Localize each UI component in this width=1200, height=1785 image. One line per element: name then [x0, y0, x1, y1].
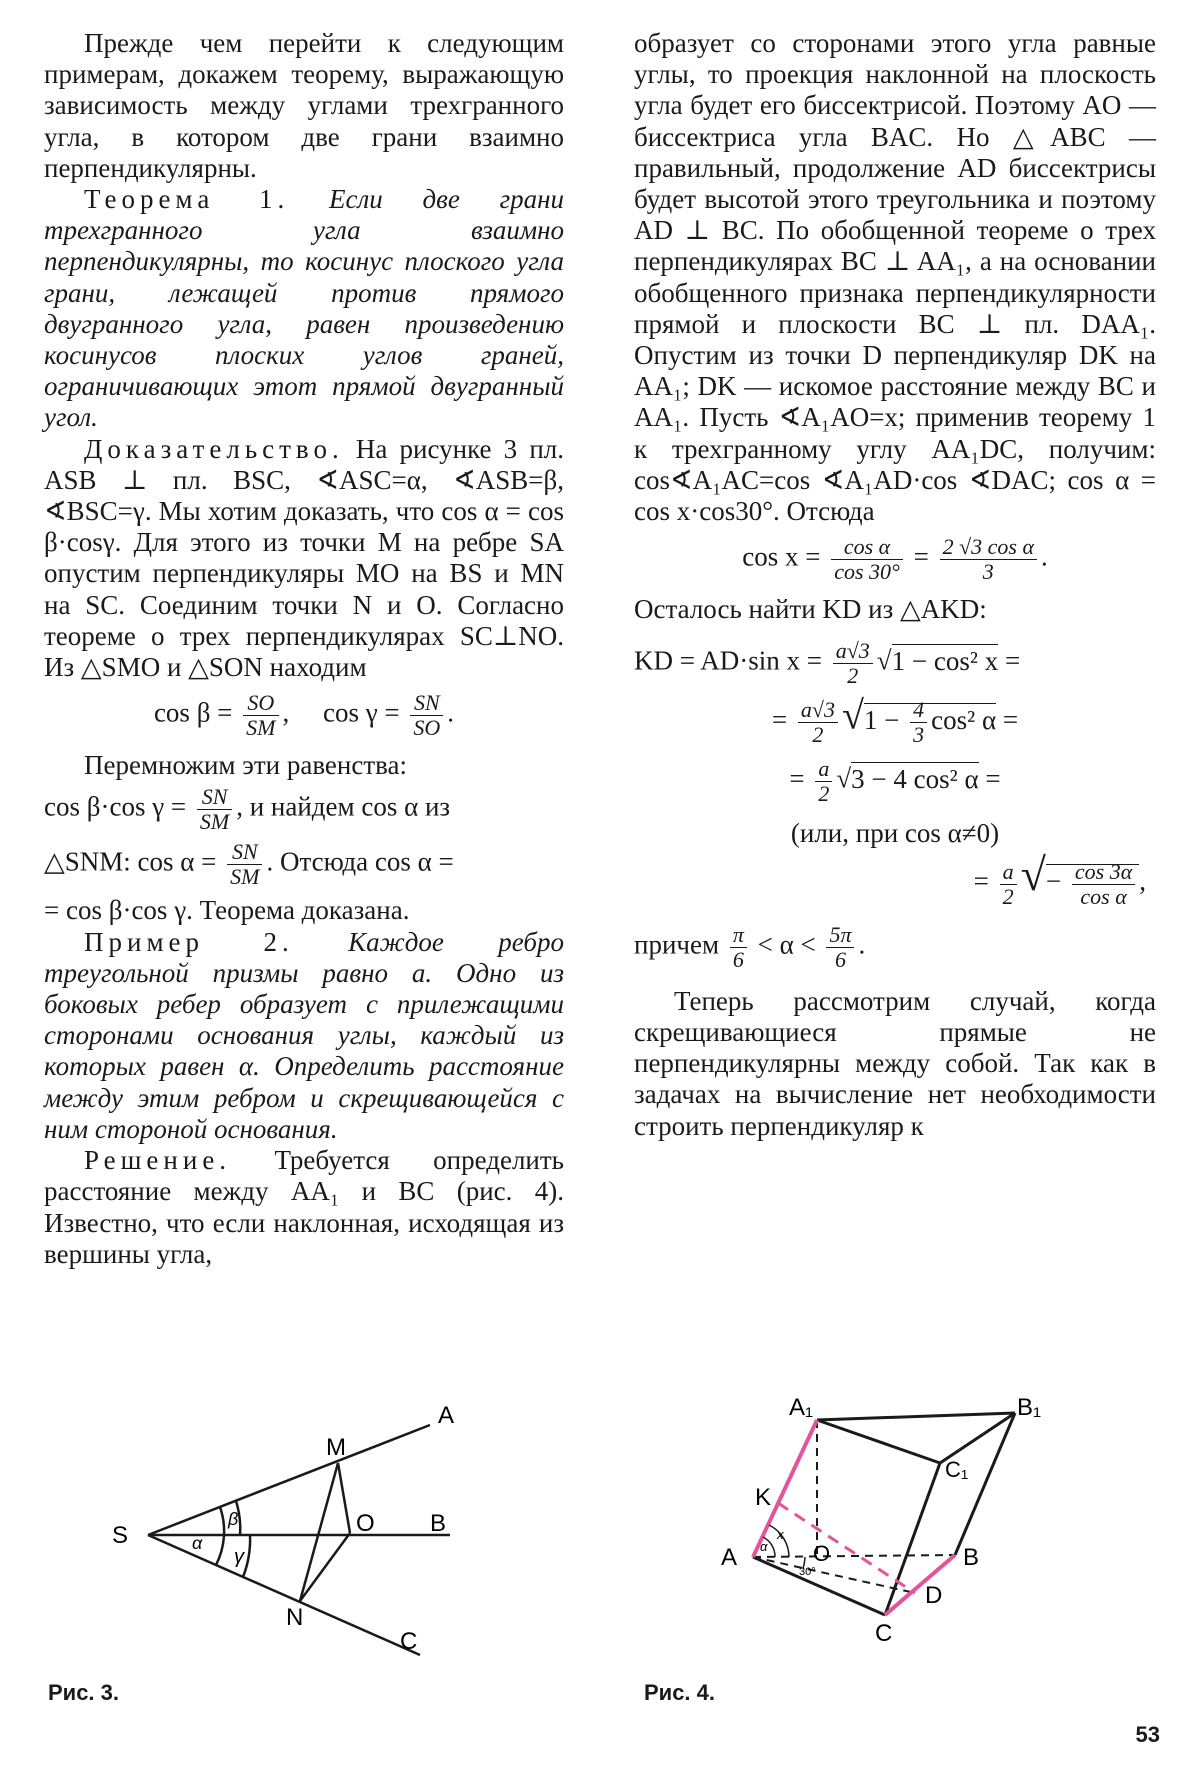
- remain-text: Осталось найти KD из △AKD:: [634, 594, 987, 625]
- label-alpha: α: [760, 1539, 768, 1554]
- conclusion: = cos β·cos γ. Теорема доказана.: [44, 895, 410, 926]
- fraction: $\frac{5\pi}{6}$: [826, 923, 854, 972]
- label-C: C: [400, 1628, 418, 1655]
- intro-paragraph: Прежде чем перейти к следующим примерам, докажем теорему, выражающую зависимость между углами трехгранного угла, в котором две грани взаимно перпендикулярны.: [44, 28, 564, 183]
- label-B1: B₁: [1017, 1394, 1042, 1421]
- label-K: K: [755, 1484, 772, 1511]
- fraction: $\frac{\pi}{6}$: [730, 923, 747, 972]
- formula-kd-3: = $\frac{a}{2}$ √3 − 4 cos² α =: [789, 756, 1001, 807]
- hidden-edge-a-d: [753, 1557, 915, 1593]
- fraction: $\frac{4}{3}$: [910, 698, 927, 747]
- theorem-paragraph: [44, 184, 564, 434]
- label-A: A: [721, 1544, 738, 1571]
- proof-label: Доказательство.: [84, 433, 344, 464]
- fraction: $\frac{a}{2}$: [815, 757, 832, 806]
- figure-4: [705, 1385, 1065, 1675]
- label-N: N: [286, 1604, 304, 1631]
- label-A1: A₁: [789, 1394, 814, 1421]
- label-D: D: [925, 1582, 943, 1609]
- label-30: 30°: [799, 1566, 816, 1578]
- label-M: M: [326, 1434, 346, 1461]
- label-B: B: [430, 1510, 447, 1537]
- figure-3-caption: Рис. 3.: [48, 1680, 120, 1705]
- example-label: Пример 2.: [84, 926, 294, 957]
- formula-product: cos β·cos γ = $\frac{SN}{SM}$ , и найдем cos α из: [44, 784, 451, 835]
- label-O: O: [813, 1541, 831, 1566]
- label-beta: β: [228, 1509, 239, 1529]
- fraction: $\frac{a√3}{2}$: [798, 698, 838, 747]
- theorem-text: Если две грани трехгранного угла взаимно перпендикулярны, то косинус плоского угла грани, лежащей против прямого двугранного угла, равен произведению косинусов плоских углов граней, ограничивающих этот прямой двугранный угол.: [44, 184, 564, 433]
- right-column: [634, 28, 1156, 1142]
- figure-4-caption: Рис. 4.: [644, 1680, 716, 1705]
- formula-cos-beta-gamma: cos β = $\frac{SO}{SM}$ , cos γ = $\frac{SN}{SO}$ .: [153, 690, 455, 741]
- label-S: S: [112, 1522, 129, 1549]
- page-number: 53: [1135, 1722, 1160, 1747]
- continuation-paragraph: образует со сторонами этого угла равные углы, то проекция наклонной на плоскость угла будет его биссектрисой. Поэтому AO — биссектриса угла BAC. Но △ABC — правильный, продолжение AD биссектрисы будет высотой этого треугольника и поэтому AD ⊥ BC. По обобщенной теореме о трех перпендикулярах BC ⊥ AA₁, а на основании обобщенного признака перпендикулярности прямой и плоскости BC ⊥ пл. DAA₁. Опустим из точки D перпендикуляр DK на AA₁; DK — искомое расстояние между BC и AA₁. Пусть ∢A₁AO=x; применив теорему 1 к трехгранному углу AA₁DC, получим: cos∢A₁AC=cos ∢A₁AD·cos ∢DAC; cos α = cos x·cos30°. Отсюда: [634, 28, 1156, 527]
- segment-mo: [338, 1463, 350, 1533]
- accent-dashed-kd: [778, 1503, 915, 1593]
- example-paragraph: [44, 927, 564, 1145]
- proof-text: На рисунке 3 пл. ASB ⊥ пл. BSC, ∢ASC=α, ∢ASB=β, ∢BSC=γ. Мы хотим доказать, что cos α = cos β·cosγ. Для этого из точки M на ребре SA опустим перпендикуляры MO на BS и MN на SC. Соединим точки N и O. Согласно теореме о трех перпендикулярах SC⊥NO. Из △SMO и △SON находим: [44, 433, 564, 683]
- label-gamma: γ: [234, 1546, 244, 1568]
- solution-paragraph: [44, 1145, 564, 1270]
- label-B: B: [963, 1544, 980, 1571]
- fraction: $\frac{\cos 3\alpha}{\text{cos α}}$: [1072, 860, 1135, 909]
- solution-text: Требуется определить расстояние между AA₁ и BC (рис. 4). Известно, что если наклонная, исходящая из вершины угла,: [44, 1145, 564, 1269]
- label-C1: C₁: [945, 1457, 969, 1482]
- label-x: x: [777, 1527, 784, 1542]
- angle-arc-gamma: [243, 1535, 250, 1577]
- fraction: $\frac{\text{cos α}}{\cos 30^\circ}$: [831, 535, 903, 584]
- edge-a1-b1: [817, 1413, 1015, 1420]
- fraction: $\frac{SO}{SM}$: [243, 691, 278, 740]
- fraction: $\frac{\text{2 √3 cos α}}{3}$: [940, 535, 1037, 584]
- segment-mn: [300, 1463, 338, 1601]
- last-paragraph: Теперь рассмотрим случай, когда скрещивающиеся прямые не перпендикулярны между собой. Так как в задачах на вычисление нет необходимости строить перпендикуляр к: [634, 985, 1156, 1141]
- example-text: Каждое ребро треугольной призмы равно a. Одно из боковых ребер образует с прилежащими сторонами основания углы, каждый из которых равен α. Определить расстояние между этим ребром и скрещивающейся с ним стороной основания.: [44, 926, 564, 1144]
- fraction: $\frac{a}{2}$: [1000, 860, 1017, 909]
- theorem-label: Теорема 1.: [84, 184, 290, 215]
- formula-kd-2: = $\frac{a√3}{2}$ √1 − $\frac{4}{3}$ cos² α =: [771, 693, 1019, 748]
- ray-sa: [148, 1425, 430, 1535]
- label-O: O: [356, 1510, 375, 1537]
- figure-3: [100, 1385, 480, 1675]
- fraction: $\frac{SN}{SO}$: [410, 691, 443, 740]
- label-A: A: [438, 1402, 455, 1429]
- proof-paragraph: [44, 434, 564, 684]
- formula-kd-1: KD = AD·sin x = $\frac{a√3}{2}$ √1 − cos² x =: [634, 638, 1021, 689]
- fraction: $\frac{SN}{SM}$: [197, 785, 232, 834]
- formula-cos-x: cos x = $\frac{\text{cos α}}{\cos 30^\circ}$ = $\frac{\text{2 √3 cos α}}{3}$ .: [742, 534, 1048, 585]
- segment-on: [300, 1533, 350, 1601]
- multiply-paragraph: Перемножим эти равенства:: [84, 750, 408, 781]
- note: (или, при cos α≠0): [790, 818, 1000, 849]
- solution-label: Решение.: [84, 1145, 232, 1176]
- formula-cos-alpha: △SNM: cos α = $\frac{SN}{SM}$ . Отсюда cos α =: [44, 839, 454, 890]
- edge-a1-c1: [817, 1420, 940, 1463]
- fraction: $\frac{a√3}{2}$: [833, 639, 873, 688]
- label-C: C: [875, 1620, 893, 1647]
- condition: причем $\frac{\pi}{6}$ < α < $\frac{5\pi}{6}$ .: [634, 921, 866, 972]
- formula-kd-4: = $\frac{a}{2}$ √− $\frac{\cos 3\alpha}{\text{cos α}}$ ,: [973, 849, 1146, 909]
- ray-sc: [148, 1535, 420, 1655]
- fraction: $\frac{SN}{SM}$: [227, 840, 262, 889]
- left-column: [44, 28, 564, 1270]
- label-alpha: α: [192, 1533, 203, 1553]
- hidden-edge-a-b: [753, 1555, 955, 1557]
